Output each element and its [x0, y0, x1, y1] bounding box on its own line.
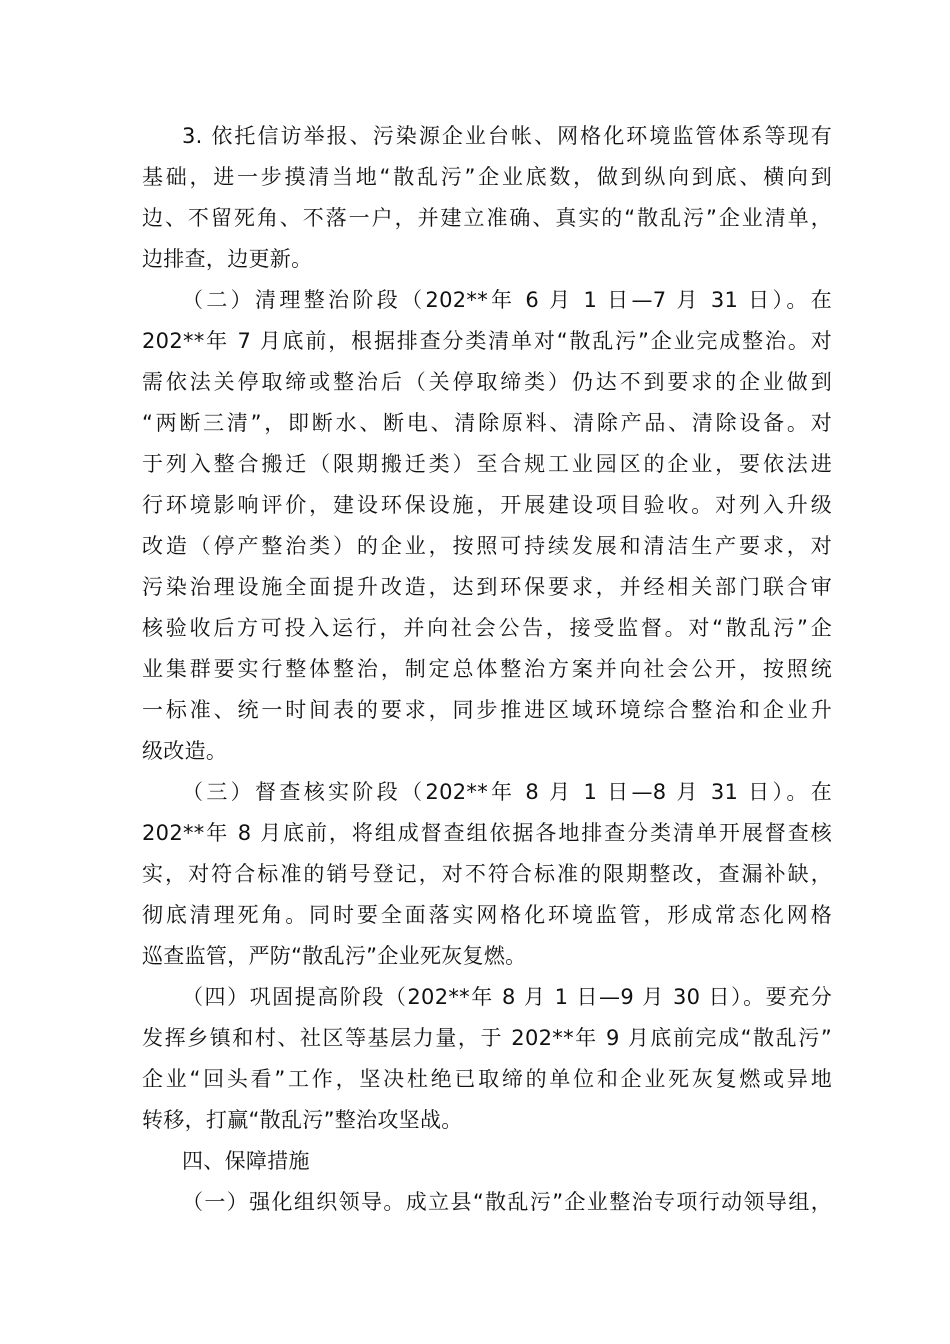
- text-line: （一）强化组织领导。成立县“散乱污”企业整治专项行动领导组，: [182, 1190, 832, 1214]
- text-line: 基础，进一步摸清当地“散乱污”企业底数，做到纵向到底、横向到: [142, 165, 832, 189]
- document-body: [142, 116, 832, 1223]
- text-line: 转移，打赢“散乱污”整治攻坚战。: [142, 1108, 463, 1132]
- text-line: （二）清理整治阶段（202**年 6 月 1 日—7 月 31 日）。在: [182, 288, 832, 312]
- text-line: 边、不留死角、不落一户，并建立准确、真实的“散乱污”企业清单，: [142, 206, 832, 230]
- text-line: 行环境影响评价，建设环保设施，开展建设项目验收。对列入升级: [142, 493, 832, 517]
- text-line: 四、保障措施: [182, 1149, 310, 1173]
- text-line: 巡查监管，严防“散乱污”企业死灰复燃。: [142, 944, 527, 968]
- text-line: 企业“回头看”工作，坚决杜绝已取缔的单位和企业死灰复燃或异地: [142, 1067, 832, 1091]
- text-line: 需依法关停取缔或整治后（关停取缔类）仍达不到要求的企业做到: [142, 370, 832, 394]
- text-line: 发挥乡镇和村、社区等基层力量，于 202**年 9 月底前完成“散乱污”: [142, 1026, 832, 1050]
- text-line: 202**年 8 月底前，将组成督查组依据各地排查分类清单开展督查核: [142, 821, 832, 845]
- text-line: 3. 依托信访举报、污染源企业台帐、网格化环境监管体系等现有: [182, 124, 832, 148]
- text-line: 于列入整合搬迁（限期搬迁类）至合规工业园区的企业，要依法进: [142, 452, 832, 476]
- text-line: “两断三清”，即断水、断电、清除原料、清除产品、清除设备。对: [142, 411, 832, 435]
- text-line: 级改造。: [142, 739, 228, 763]
- text-line: 污染治理设施全面提升改造，达到环保要求，并经相关部门联合审: [142, 575, 832, 599]
- text-line: 实，对符合标准的销号登记，对不符合标准的限期整改，查漏补缺，: [142, 862, 832, 886]
- text-line: （四）巩固提高阶段（202**年 8 月 1 日—9 月 30 日）。要充分: [182, 985, 832, 1009]
- text-line: 业集群要实行整体整治，制定总体整治方案并向社会公开，按照统: [142, 657, 832, 681]
- text-line: 核验收后方可投入运行，并向社会公告，接受监督。对“散乱污”企: [142, 616, 832, 640]
- text-line: 边排查，边更新。: [142, 247, 313, 271]
- text-line: 一标准、统一时间表的要求，同步推进区域环境综合整治和企业升: [142, 698, 832, 722]
- text-line: （三）督查核实阶段（202**年 8 月 1 日—8 月 31 日）。在: [182, 780, 832, 804]
- text-line: 改造（停产整治类）的企业，按照可持续发展和清洁生产要求，对: [142, 534, 832, 558]
- text-line: 彻底清理死角。同时要全面落实网格化环境监管，形成常态化网格: [142, 903, 832, 927]
- text-line: 202**年 7 月底前，根据排查分类清单对“散乱污”企业完成整治。对: [142, 329, 832, 353]
